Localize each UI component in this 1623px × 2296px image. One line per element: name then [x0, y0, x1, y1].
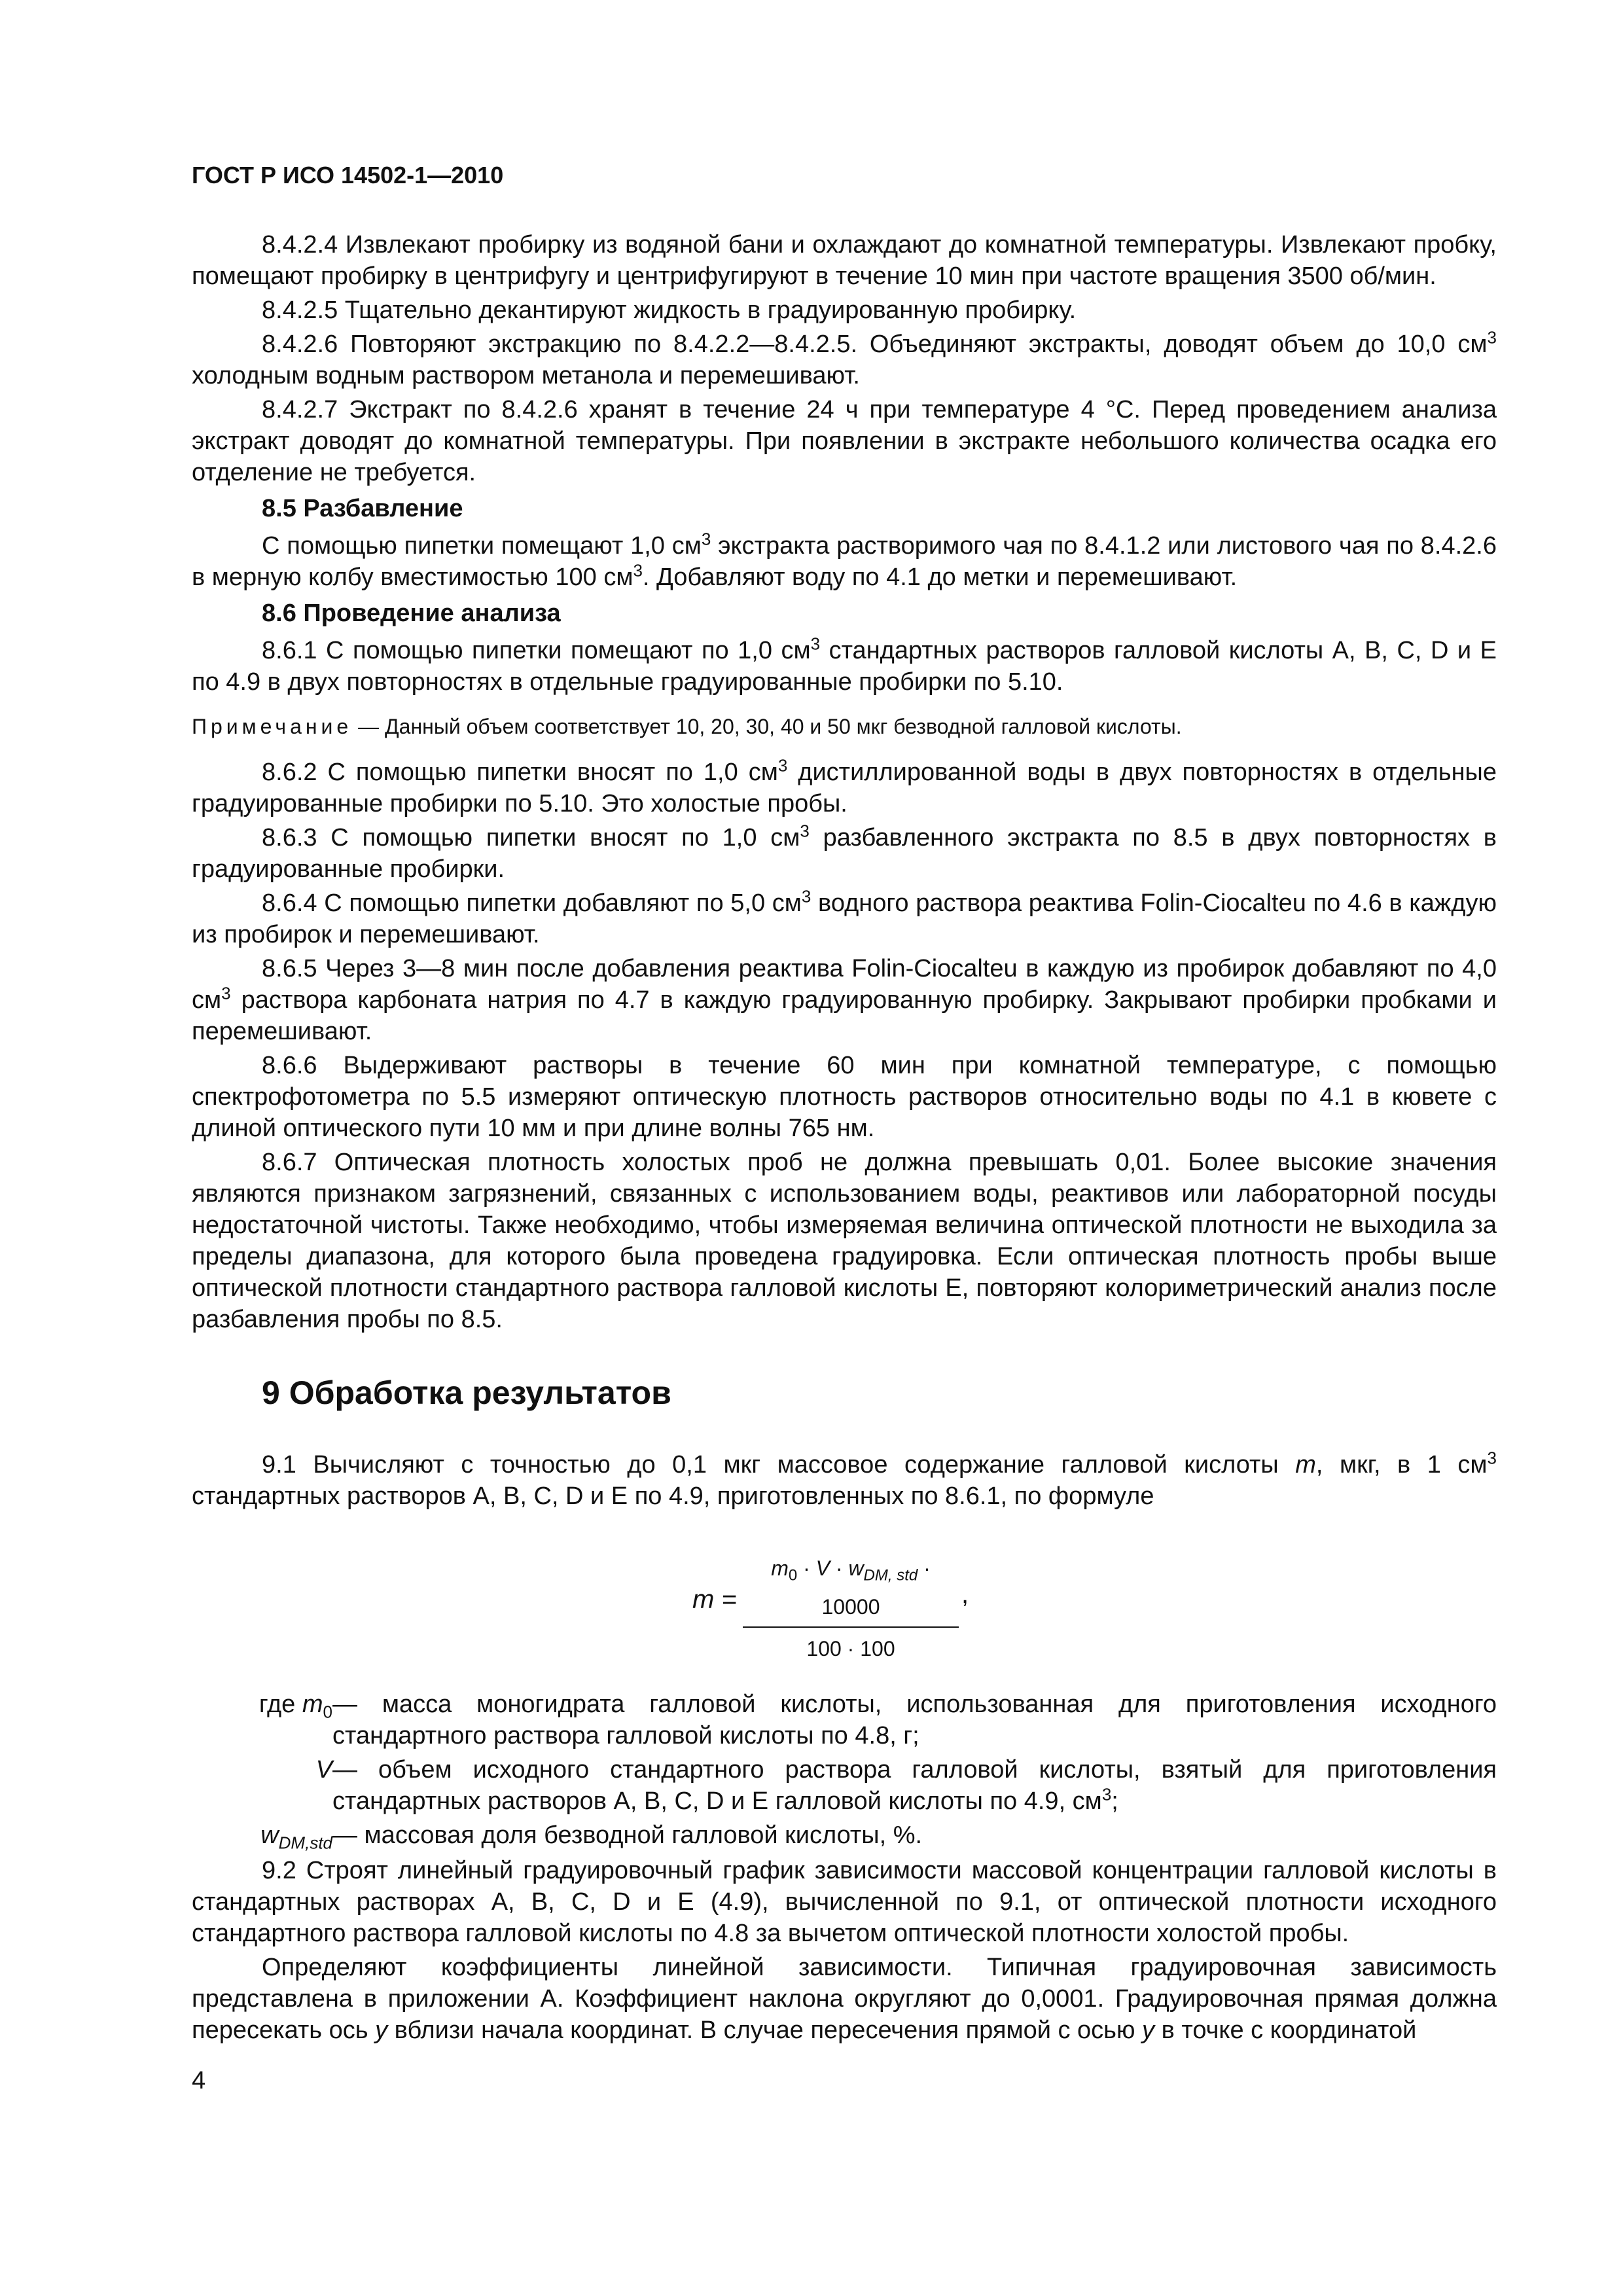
formula — [192, 1538, 1497, 1661]
paragraph-9-2: 9.2 Строят линейный градуировочный график зависимости массовой концентрации галловой кислоты в стандартных растворах А, В, С, D и Е (4.9), вычисленной по 9.1, от оптической плотности исходного стандартного раствора галловой кислоты по 4.8 за вычетом оптической плотности холостой пробы. — [192, 1857, 1497, 1947]
section-heading-9: 9 Обработка результатов — [262, 1374, 671, 1411]
paragraph-8-6-6: 8.6.6 Выдерживают растворы в течение 60 мин при комнатной температуре, с помощью спектрофотометра по 5.5 измеряют оптическую плотность растворов относительно воды по 4.1 в кювете с длиной оптического пути 10 мм и при длине волны 765 нм. — [192, 1052, 1497, 1142]
definition-m0: где $m_0$ — масса моногидрата галловой кислоты, использованная для приготовления исходного стандартного раствора галловой кислоты по 4.8, г; — [259, 1691, 1497, 1749]
section-heading-8-6: 8.6 Проведение анализа — [262, 600, 561, 627]
paragraph-9-2-continued: Определяют коэффициенты линейной зависимости. Типичная градуировочная зависимость представлена в приложении А. Коэффициент наклона округляют до 0,0001. Градуировочная прямая должна пересекать ось y вблизи начала координат. В случае пересечения прямой с осью y в точке с координатой — [192, 1954, 1497, 2044]
paragraph-8-4-2-4: 8.4.2.4 Извлекают пробирку из водяной бани и охлаждают до комнатной температуры. Извлекают пробку, помещают пробирку в центрифугу и центрифугируют в течение 10 мин при частоте вращения 3500 об/мин. — [192, 231, 1497, 290]
paragraph-8-6-7: 8.6.7 Оптическая плотность холостых проб не должна превышать 0,01. Более высокие значения являются признаком загрязнений, связанных с использованием воды, реактивов или лабораторной посуды недостаточной чистоты. Также необходимо, чтобы измеряемая величина оптической плотности не выходила за пределы диапазона, для которого была проведена градуировка. Если оптическая плотность пробы выше оптической плотности стандартного раствора галловой кислоты Е, повторяют колориметрический анализ после разбавления пробы по 8.5. — [192, 1149, 1497, 1333]
page-number: 4 — [192, 2067, 206, 2094]
paragraph-8-6-4: 8.6.4 С помощью пипетки добавляют по 5,0 $см^3$ водного раствора реактива Folin-Ciocalteu по 4.6 в каждую из пробирок и перемешивают. — [192, 886, 1497, 948]
paragraph-8-4-2-6: 8.4.2.6 Повторяют экстракцию по 8.4.2.2—8.4.2.5. Объединяют экстракты, доводят объем до 10,0 $см^3$ холодным водным раствором метанола и перемешивают. — [192, 327, 1497, 389]
paragraph-8-4-2-5: 8.4.2.5 Тщательно декантируют жидкость в градуированную пробирку. — [262, 296, 1077, 324]
paragraph-8-6-2: 8.6.2 С помощью пипетки вносят по 1,0 $см^3$ дистиллированной воды в двух повторностях в отдельные градуированные пробирки по 5.10. Это холостые пробы. — [192, 755, 1497, 817]
paragraph-8-6-5: 8.6.5 Через 3—8 мин после добавления реактива Folin-Ciocalteu в каждую из пробирок добавляют по 4,0 $см^3$ раствора карбоната натрия по 4.7 в каждую градуированную пробирку. Закрывают пробирки пробками и перемешивают. — [192, 955, 1497, 1045]
document-header: ГОСТ Р ИСО 14502-1—2010 — [192, 162, 504, 188]
definition-w: $w_{DM,std}$ — массовая доля безводной галловой кислоты, %. — [260, 1821, 923, 1853]
definition-v: V — объем исходного стандартного раствора галловой кислоты, взятый для приготовления стандартных растворов А, В, С, D и Е галловой кислоты по 4.9, $см^3$; — [315, 1756, 1497, 1815]
paragraph-9-1: 9.1 Вычисляют с точностью до 0,1 мкг массовое содержание галловой кислоты m, мкг, в 1 $см^3$ стандартных растворов А, В, С, D и Е по 4.9, приготовленных по 8.6.1, по формуле — [192, 1448, 1497, 1510]
paragraph-8-6-1: 8.6.1 С помощью пипетки помещают по 1,0 $см^3$ стандартных растворов галловой кислоты А, В, С, D и Е по 4.9 в двух повторностях в отдельные градуированные пробирки по 5.10. — [192, 634, 1497, 696]
paragraph-8-5: С помощью пипетки помещают 1,0 $см^3$ экстракта растворимого чая по 8.4.1.2 или листового чая по 8.4.2.6 в мерную колбу вместимостью 100 $см^3$. Добавляют воду по 4.1 до метки и перемешивают. — [192, 529, 1497, 591]
variable-definitions — [192, 1689, 1497, 1851]
paragraph-8-4-2-7: 8.4.2.7 Экстракт по 8.4.2.6 хранят в течение 24 ч при температуре 4 °С. Перед проведением анализа экстракт доводят до комнатной температуры. При появлении в экстракте небольшого количества осадка его отделение не требуется. — [192, 396, 1497, 486]
paragraph-8-6-3: 8.6.3 С помощью пипетки вносят по 1,0 $см^3$ разбавленного экстракта по 8.5 в двух повторностях в градуированные пробирки. — [192, 821, 1497, 883]
note: Примечание — Данный объем соответствует 10, 20, 30, 40 и 50 мкг безводной галловой кислоты. — [192, 715, 1182, 738]
formula-lhs: m = — [692, 1585, 737, 1614]
formula-comma: , — [961, 1580, 969, 1609]
formula-fraction — [743, 1552, 959, 1664]
document-body — [192, 229, 1497, 2049]
formula-numerator: $m_0 \cdot V \cdot w_{DM, std} \cdot 10000$ — [743, 1552, 959, 1628]
formula-denominator: 100 · 100 — [806, 1637, 895, 1661]
section-heading-8-5: 8.5 Разбавление — [262, 495, 463, 522]
